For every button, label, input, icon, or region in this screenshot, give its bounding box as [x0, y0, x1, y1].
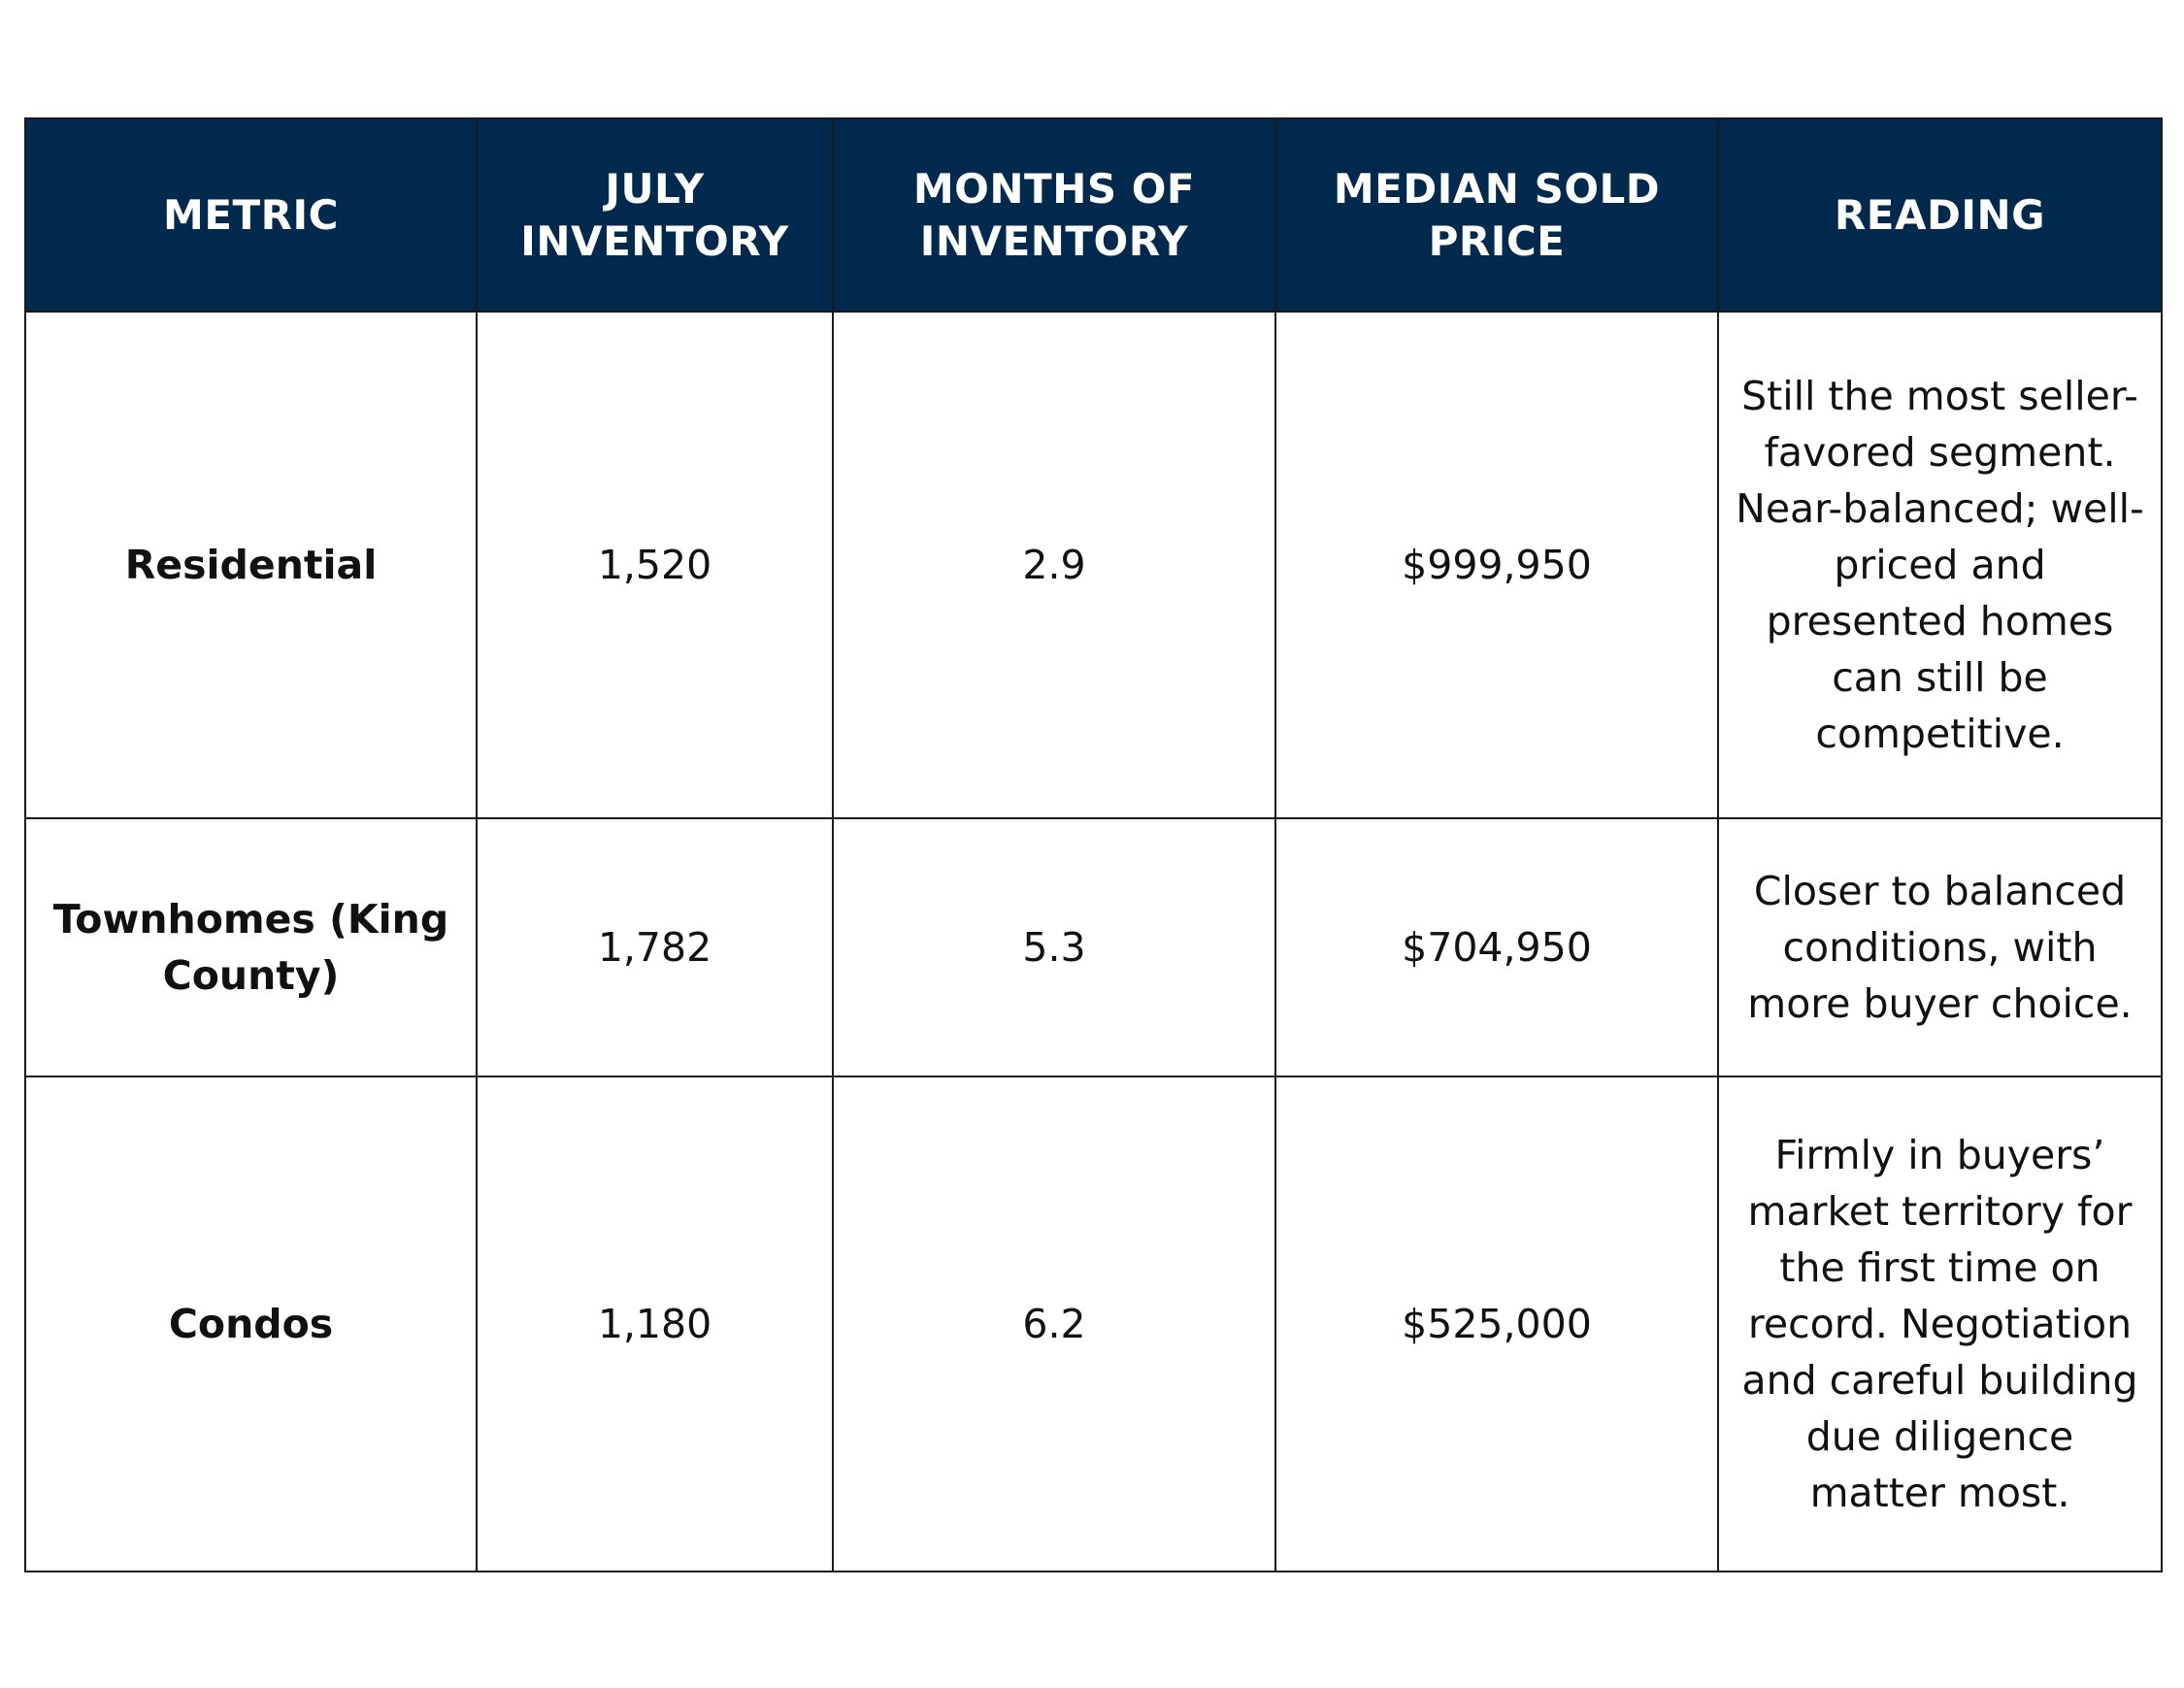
median-sold-price-cell: $999,950: [1275, 312, 1718, 818]
table-row: [25, 818, 2162, 1076]
table-body: [25, 312, 2162, 1572]
table-row: [25, 312, 2162, 818]
median-sold-price-cell: $525,000: [1275, 1076, 1718, 1572]
header-months-of-inventory: MONTHS OF INVENTORY: [833, 118, 1275, 312]
metric-cell: Condos: [25, 1076, 477, 1572]
months-of-inventory-cell: 5.3: [833, 818, 1275, 1076]
header-metric: METRIC: [25, 118, 477, 312]
july-inventory-cell: 1,180: [477, 1076, 833, 1572]
metric-cell: Townhomes (King County): [25, 818, 477, 1076]
median-sold-price-cell: $704,950: [1275, 818, 1718, 1076]
header-median-sold-price: MEDIAN SOLD PRICE: [1275, 118, 1718, 312]
july-inventory-cell: 1,520: [477, 312, 833, 818]
header-july-inventory: JULY INVENTORY: [477, 118, 833, 312]
reading-cell: Still the most seller-favored segment. Near-balanced; well-priced and presented homes can still be competitive.: [1718, 312, 2162, 818]
reading-cell: Closer to balanced conditions, with more buyer choice.: [1718, 818, 2162, 1076]
header-reading: READING: [1718, 118, 2162, 312]
metric-cell: Residential: [25, 312, 477, 818]
header-row: [25, 118, 2162, 312]
july-inventory-cell: 1,782: [477, 818, 833, 1076]
table-header: [25, 118, 2162, 312]
reading-cell: Firmly in buyers’ market territory for the first time on record. Negotiation and careful building due diligence matter most.: [1718, 1076, 2162, 1572]
table-row: [25, 1076, 2162, 1572]
market-summary-table: [24, 117, 2163, 1572]
months-of-inventory-cell: 2.9: [833, 312, 1275, 818]
months-of-inventory-cell: 6.2: [833, 1076, 1275, 1572]
